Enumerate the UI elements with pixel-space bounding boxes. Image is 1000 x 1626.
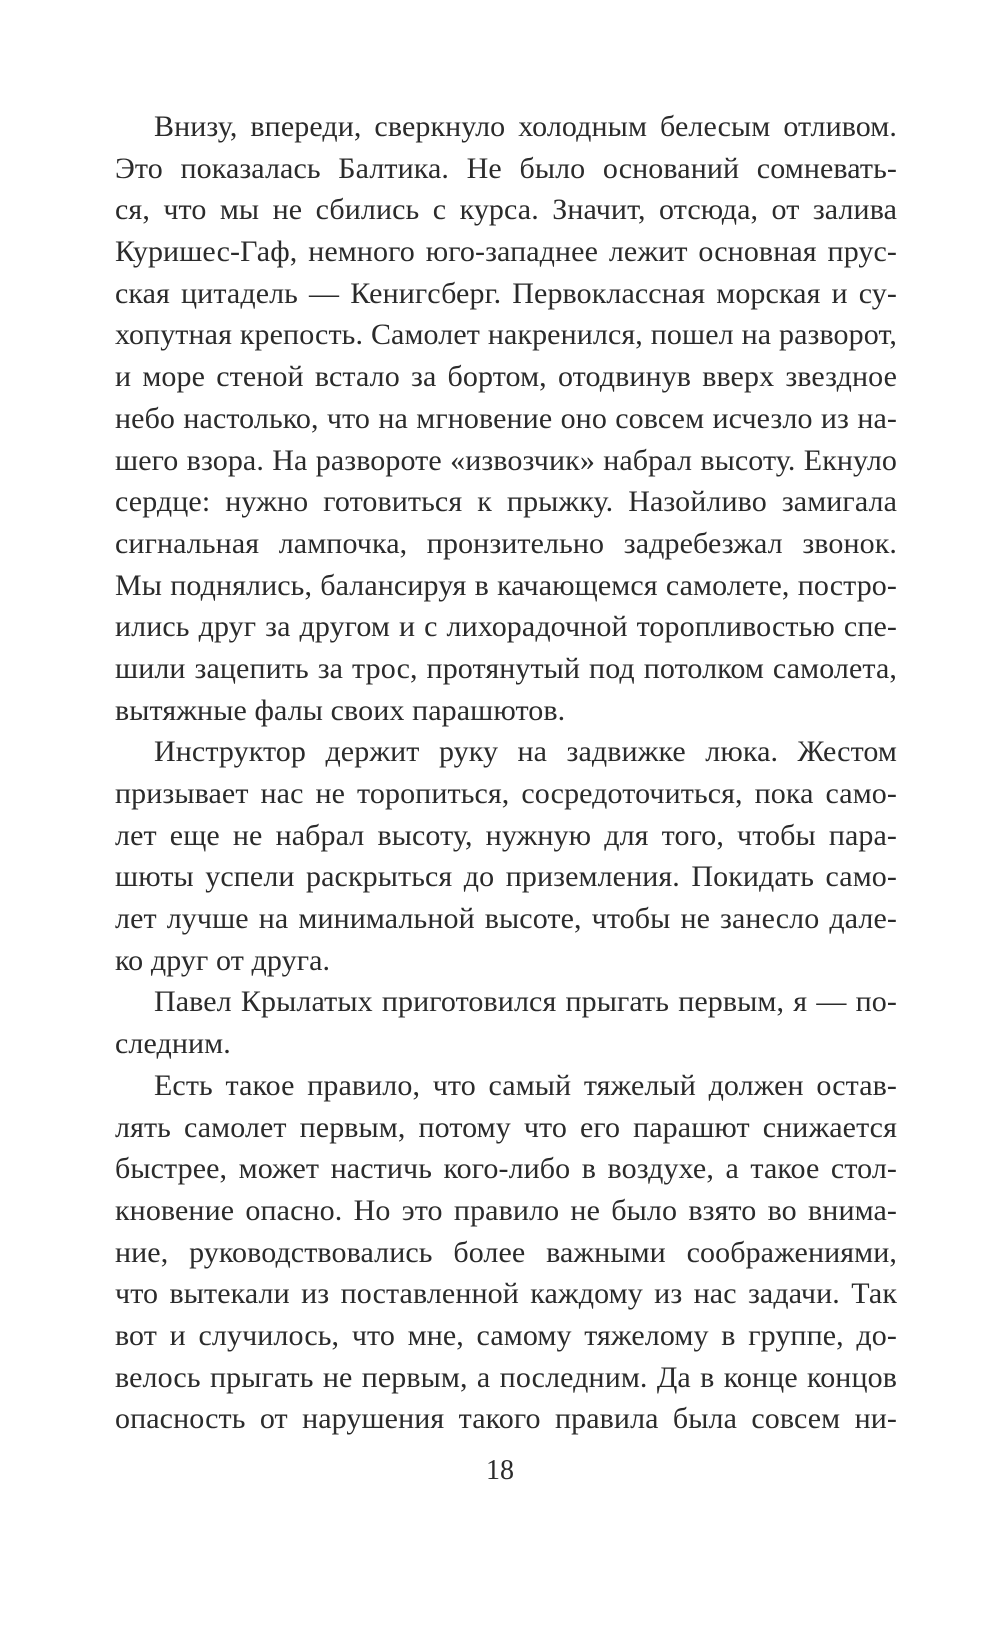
text-line: кновение опасно. Но это правило не было взято во внима-: [115, 1193, 897, 1227]
body-text: [115, 106, 897, 1440]
text-line: Внизу, впереди, сверкнуло холодным белесым отливом.: [154, 110, 897, 143]
page-number: 18: [486, 1455, 514, 1486]
text-line: сигнальная лампочка, пронзительно задребезжал звонок.: [115, 526, 897, 560]
text-line: ились друг за другом и с лихорадочной торопливостью спе-: [115, 610, 897, 644]
text-line: Павел Крылатых приготовился прыгать первым, я — по-: [154, 985, 897, 1019]
text-line: вот и случилось, что мне, самому тяжелому в группе, до-: [115, 1318, 897, 1352]
text-line: шего взора. На развороте «извозчик» набрал высоту. Екнуло: [115, 443, 897, 477]
text-line: Куришес-Гаф, немного юго-западнее лежит основная прус-: [115, 235, 897, 269]
text-line: Есть такое правило, что самый тяжелый должен остав-: [154, 1068, 897, 1102]
text-line: шюты успели раскрыться до приземления. Покидать само-: [115, 860, 897, 894]
text-line: следним.: [115, 1027, 231, 1061]
text-line: шили зацепить за трос, протянутый под потолком самолета,: [115, 651, 897, 685]
text-line: вытяжные фалы своих парашютов.: [115, 693, 566, 727]
text-line: что вытекали из поставленной каждому из нас задачи. Так: [115, 1277, 897, 1311]
text-line: ние, руководствовались более важными соображениями,: [115, 1235, 897, 1269]
text-line: ко друг от друга.: [115, 943, 331, 977]
text-line: опасность от нарушения такого правила была совсем ни-: [115, 1402, 897, 1436]
text-line: призывает нас не торопиться, сосредоточиться, пока само-: [115, 777, 897, 810]
text-line: Это показалась Балтика. Не было оснований сомневать-: [115, 151, 897, 185]
text-line: небо настолько, что на мгновение оно совсем исчезло из на-: [115, 401, 897, 435]
text-line: велось прыгать не первым, а последним. Да в конце концов: [115, 1360, 897, 1394]
text-line: Инструктор держит руку на задвижке люка. Жестом: [154, 735, 897, 769]
text-line: лять самолет первым, потому что его парашют снижается: [115, 1110, 897, 1144]
text-line: быстрее, может настичь кого-либо в воздухе, а такое стол-: [115, 1152, 897, 1186]
text-line: лет лучше на минимальной высоте, чтобы не занесло дале-: [115, 902, 897, 936]
text-line: хопутная крепость. Самолет накренился, пошел на разворот,: [115, 318, 897, 352]
text-line: Мы поднялись, балансируя в качающемся самолете, постро-: [115, 568, 897, 602]
text-line: и море стеной встало за бортом, отодвинув вверх звездное: [115, 360, 897, 394]
text-line: ся, что мы не сбились с курса. Значит, отсюда, от залива: [115, 193, 897, 227]
text-line: ская цитадель — Кенигсберг. Первоклассная морская и су-: [115, 276, 897, 310]
text-line: сердце: нужно готовиться к прыжку. Назойливо замигала: [115, 485, 897, 519]
text-line: лет еще не набрал высоту, нужную для того, чтобы пара-: [115, 818, 897, 852]
